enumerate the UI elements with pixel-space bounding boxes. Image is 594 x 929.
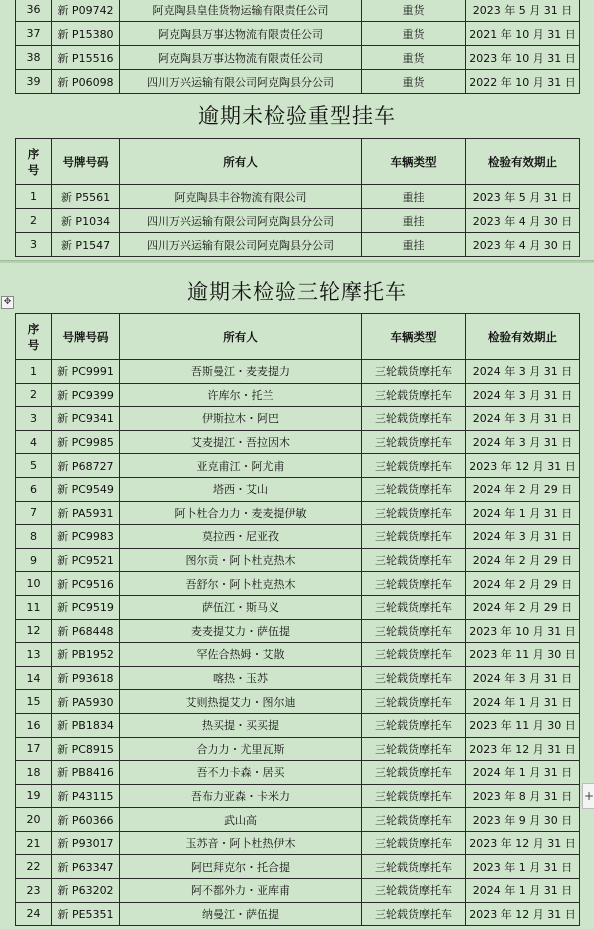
cell-type: 三轮载货摩托车 — [362, 360, 466, 384]
col-header-index: 序号 — [16, 139, 52, 185]
cell-type: 重挂 — [362, 185, 466, 209]
cell-owner: 莫拉西・尼亚孜 — [120, 525, 362, 549]
cell-owner: 四川万兴运输有限公司阿克陶县分公司 — [120, 209, 362, 233]
cell-owner: 阿克陶县丰谷物流有限公司 — [120, 185, 362, 209]
cell-index: 38 — [16, 46, 52, 70]
cell-index: 20 — [16, 808, 52, 832]
heavy-trailer-table — [15, 138, 580, 257]
table-row — [16, 548, 580, 572]
cell-expiry: 2022 年 10 月 31 日 — [466, 70, 580, 94]
tricycle-table — [15, 313, 580, 926]
cell-type: 三轮载货摩托车 — [362, 831, 466, 855]
page-break — [0, 260, 594, 263]
cell-owner: 纳曼江・萨伍提 — [120, 902, 362, 926]
cell-plate: 新 PC9519 — [52, 595, 120, 619]
cell-type: 重挂 — [362, 233, 466, 257]
cell-plate: 新 PC9516 — [52, 572, 120, 596]
cell-owner: 合力力・尤里瓦斯 — [120, 737, 362, 761]
table-row — [16, 690, 580, 714]
table-row — [16, 855, 580, 879]
cell-plate: 新 P06098 — [52, 70, 120, 94]
cell-type: 重货 — [362, 0, 466, 22]
cell-type: 三轮载货摩托车 — [362, 666, 466, 690]
cell-index: 2 — [16, 209, 52, 233]
cell-owner: 阿克陶县皇佳货物运输有限责任公司 — [120, 0, 362, 22]
cell-owner: 四川万兴运输有限公司阿克陶县分公司 — [120, 70, 362, 94]
table-row — [16, 595, 580, 619]
cell-index: 7 — [16, 501, 52, 525]
cell-plate: 新 PC8915 — [52, 737, 120, 761]
col-header-owner: 所有人 — [120, 314, 362, 360]
table-row — [16, 831, 580, 855]
cell-plate: 新 PB8416 — [52, 761, 120, 785]
cell-index: 9 — [16, 548, 52, 572]
cell-plate: 新 P15380 — [52, 22, 120, 46]
cell-type: 三轮载货摩托车 — [362, 430, 466, 454]
cell-plate: 新 PB1952 — [52, 643, 120, 667]
table-row — [16, 572, 580, 596]
cell-index: 23 — [16, 879, 52, 903]
cell-owner: 吾不力卡森・居买 — [120, 761, 362, 785]
cell-plate: 新 PA5931 — [52, 501, 120, 525]
col-header-owner: 所有人 — [120, 139, 362, 185]
plus-icon[interactable]: + — [582, 783, 594, 809]
cell-plate: 新 P93017 — [52, 831, 120, 855]
cell-index: 10 — [16, 572, 52, 596]
cell-plate: 新 P60366 — [52, 808, 120, 832]
cell-plate: 新 P1034 — [52, 209, 120, 233]
table-row — [16, 477, 580, 501]
cell-expiry: 2023 年 1 月 31 日 — [466, 855, 580, 879]
cell-owner: 热买提・买买提 — [120, 713, 362, 737]
cell-index: 24 — [16, 902, 52, 926]
table-row — [16, 501, 580, 525]
cell-expiry: 2024 年 3 月 31 日 — [466, 360, 580, 384]
cell-index: 3 — [16, 407, 52, 431]
cell-plate: 新 PC9521 — [52, 548, 120, 572]
table-row — [16, 879, 580, 903]
cell-plate: 新 P93618 — [52, 666, 120, 690]
table-row — [16, 430, 580, 454]
cell-index: 5 — [16, 454, 52, 478]
cell-index: 39 — [16, 70, 52, 94]
cell-expiry: 2023 年 9 月 30 日 — [466, 808, 580, 832]
table-row — [16, 185, 580, 209]
cell-index: 16 — [16, 713, 52, 737]
table-row — [16, 619, 580, 643]
table-row — [16, 209, 580, 233]
table-row — [16, 761, 580, 785]
cell-plate: 新 PC9983 — [52, 525, 120, 549]
cell-type: 三轮载货摩托车 — [362, 855, 466, 879]
table-row — [16, 0, 580, 22]
cell-owner: 吾舒尔・阿卜杜克热木 — [120, 572, 362, 596]
tricycle-title: 逾期未检验三轮摩托车 — [187, 280, 407, 304]
cell-owner: 艾则热提艾力・图尔迪 — [120, 690, 362, 714]
table-row — [16, 643, 580, 667]
cell-index: 8 — [16, 525, 52, 549]
cell-plate: 新 P43115 — [52, 784, 120, 808]
col-header-expiry: 检验有效期止 — [466, 314, 580, 360]
table-header-row — [16, 139, 580, 185]
cell-expiry: 2023 年 10 月 31 日 — [466, 619, 580, 643]
cell-plate: 新 P68727 — [52, 454, 120, 478]
cell-type: 三轮载货摩托车 — [362, 713, 466, 737]
cell-owner: 伊斯拉木・阿巴 — [120, 407, 362, 431]
cell-expiry: 2023 年 11 月 30 日 — [466, 643, 580, 667]
cell-index: 18 — [16, 761, 52, 785]
cell-plate: 新 PE5351 — [52, 902, 120, 926]
table-row — [16, 407, 580, 431]
col-header-type: 车辆类型 — [362, 139, 466, 185]
cell-type: 三轮载货摩托车 — [362, 407, 466, 431]
heavy-trailer-title: 逾期未检验重型挂车 — [198, 104, 396, 128]
table-row — [16, 713, 580, 737]
cell-index: 6 — [16, 477, 52, 501]
cell-expiry: 2023 年 12 月 31 日 — [466, 454, 580, 478]
cell-expiry: 2024 年 2 月 29 日 — [466, 548, 580, 572]
table-row — [16, 22, 580, 46]
cell-owner: 阿卜杜合力力・麦麦提伊敏 — [120, 501, 362, 525]
cell-plate: 新 P1547 — [52, 233, 120, 257]
col-header-plate: 号牌号码 — [52, 314, 120, 360]
cell-type: 三轮载货摩托车 — [362, 595, 466, 619]
cell-type: 重货 — [362, 46, 466, 70]
cell-plate: 新 PC9399 — [52, 383, 120, 407]
cell-plate: 新 PC9341 — [52, 407, 120, 431]
cell-expiry: 2023 年 12 月 31 日 — [466, 737, 580, 761]
cell-plate: 新 PA5930 — [52, 690, 120, 714]
cell-index: 37 — [16, 22, 52, 46]
cell-expiry: 2023 年 5 月 31 日 — [466, 0, 580, 22]
cell-index: 22 — [16, 855, 52, 879]
cell-index: 4 — [16, 430, 52, 454]
cell-owner: 四川万兴运输有限公司阿克陶县分公司 — [120, 233, 362, 257]
col-header-type: 车辆类型 — [362, 314, 466, 360]
heavy-truck-table — [15, 0, 580, 94]
cell-plate: 新 P09742 — [52, 0, 120, 22]
cell-type: 三轮载货摩托车 — [362, 548, 466, 572]
cell-index: 13 — [16, 643, 52, 667]
cell-type: 三轮载货摩托车 — [362, 784, 466, 808]
cell-plate: 新 PC9985 — [52, 430, 120, 454]
cell-type: 三轮载货摩托车 — [362, 690, 466, 714]
table-row — [16, 666, 580, 690]
cell-owner: 图尔贡・阿卜杜克热木 — [120, 548, 362, 572]
table-row — [16, 360, 580, 384]
col-header-expiry: 检验有效期止 — [466, 139, 580, 185]
cell-owner: 玉苏音・阿卜杜热伊木 — [120, 831, 362, 855]
cell-index: 2 — [16, 383, 52, 407]
cell-expiry: 2024 年 1 月 31 日 — [466, 761, 580, 785]
table-row — [16, 525, 580, 549]
cell-plate: 新 P63347 — [52, 855, 120, 879]
cell-expiry: 2023 年 12 月 31 日 — [466, 902, 580, 926]
cell-owner: 许库尔・托兰 — [120, 383, 362, 407]
cell-type: 三轮载货摩托车 — [362, 808, 466, 832]
cell-expiry: 2024 年 1 月 31 日 — [466, 879, 580, 903]
cell-owner: 萨伍江・斯马义 — [120, 595, 362, 619]
cell-expiry: 2024 年 3 月 31 日 — [466, 525, 580, 549]
cell-index: 17 — [16, 737, 52, 761]
cell-type: 三轮载货摩托车 — [362, 902, 466, 926]
cell-plate: 新 P68448 — [52, 619, 120, 643]
table-row — [16, 233, 580, 257]
cell-expiry: 2023 年 5 月 31 日 — [466, 185, 580, 209]
cell-plate: 新 P5561 — [52, 185, 120, 209]
cell-plate: 新 P15516 — [52, 46, 120, 70]
cell-owner: 阿不都外力・亚库甫 — [120, 879, 362, 903]
cell-plate: 新 PC9549 — [52, 477, 120, 501]
cell-owner: 吾斯曼江・麦麦提力 — [120, 360, 362, 384]
cell-type: 三轮载货摩托车 — [362, 761, 466, 785]
cell-type: 三轮载货摩托车 — [362, 879, 466, 903]
cell-owner: 塔西・艾山 — [120, 477, 362, 501]
cell-owner: 艾麦提江・吾拉因木 — [120, 430, 362, 454]
cell-plate: 新 P63202 — [52, 879, 120, 903]
cell-index: 19 — [16, 784, 52, 808]
cell-type: 三轮载货摩托车 — [362, 525, 466, 549]
cell-expiry: 2024 年 3 月 31 日 — [466, 430, 580, 454]
cell-expiry: 2023 年 10 月 31 日 — [466, 46, 580, 70]
table-row — [16, 737, 580, 761]
cell-type: 三轮载货摩托车 — [362, 501, 466, 525]
cell-owner: 阿克陶县万事达物流有限责任公司 — [120, 46, 362, 70]
cell-plate: 新 PB1834 — [52, 713, 120, 737]
cell-expiry: 2024 年 2 月 29 日 — [466, 477, 580, 501]
cell-type: 三轮载货摩托车 — [362, 383, 466, 407]
cell-index: 36 — [16, 0, 52, 22]
cell-type: 重货 — [362, 70, 466, 94]
cell-owner: 吾布力亚森・卡米力 — [120, 784, 362, 808]
cell-expiry: 2024 年 1 月 31 日 — [466, 501, 580, 525]
cell-owner: 武山高 — [120, 808, 362, 832]
col-header-plate: 号牌号码 — [52, 139, 120, 185]
cell-owner: 喀热・玉苏 — [120, 666, 362, 690]
cell-expiry: 2024 年 3 月 31 日 — [466, 383, 580, 407]
cell-expiry: 2024 年 2 月 29 日 — [466, 595, 580, 619]
cell-index: 15 — [16, 690, 52, 714]
cell-type: 三轮载货摩托车 — [362, 454, 466, 478]
cell-index: 1 — [16, 360, 52, 384]
cell-type: 重货 — [362, 22, 466, 46]
table-row — [16, 902, 580, 926]
cell-index: 3 — [16, 233, 52, 257]
move-handle-icon[interactable]: ✥ — [1, 296, 14, 309]
cell-expiry: 2024 年 3 月 31 日 — [466, 407, 580, 431]
table-row — [16, 454, 580, 478]
cell-expiry: 2023 年 11 月 30 日 — [466, 713, 580, 737]
cell-index: 11 — [16, 595, 52, 619]
cell-expiry: 2023 年 4 月 30 日 — [466, 209, 580, 233]
table-header-row — [16, 314, 580, 360]
cell-index: 21 — [16, 831, 52, 855]
cell-expiry: 2024 年 3 月 31 日 — [466, 666, 580, 690]
cell-owner: 亚克甫江・阿尤甫 — [120, 454, 362, 478]
cell-index: 14 — [16, 666, 52, 690]
cell-plate: 新 PC9991 — [52, 360, 120, 384]
cell-expiry: 2023 年 4 月 30 日 — [466, 233, 580, 257]
cell-expiry: 2023 年 8 月 31 日 — [466, 784, 580, 808]
cell-type: 三轮载货摩托车 — [362, 643, 466, 667]
table-row — [16, 70, 580, 94]
cell-index: 12 — [16, 619, 52, 643]
cell-expiry: 2023 年 12 月 31 日 — [466, 831, 580, 855]
cell-expiry: 2024 年 1 月 31 日 — [466, 690, 580, 714]
table-row — [16, 808, 580, 832]
cell-expiry: 2024 年 2 月 29 日 — [466, 572, 580, 596]
cell-type: 三轮载货摩托车 — [362, 737, 466, 761]
cell-type: 重挂 — [362, 209, 466, 233]
cell-owner: 阿巴拜克尔・托合提 — [120, 855, 362, 879]
col-header-index: 序号 — [16, 314, 52, 360]
cell-owner: 麦麦提艾力・萨伍提 — [120, 619, 362, 643]
cell-type: 三轮载货摩托车 — [362, 619, 466, 643]
table-row — [16, 46, 580, 70]
cell-index: 1 — [16, 185, 52, 209]
cell-type: 三轮载货摩托车 — [362, 572, 466, 596]
cell-owner: 阿克陶县万事达物流有限责任公司 — [120, 22, 362, 46]
table-row — [16, 784, 580, 808]
cell-expiry: 2021 年 10 月 31 日 — [466, 22, 580, 46]
cell-owner: 罕佐合热姆・艾散 — [120, 643, 362, 667]
table-row — [16, 383, 580, 407]
cell-type: 三轮载货摩托车 — [362, 477, 466, 501]
